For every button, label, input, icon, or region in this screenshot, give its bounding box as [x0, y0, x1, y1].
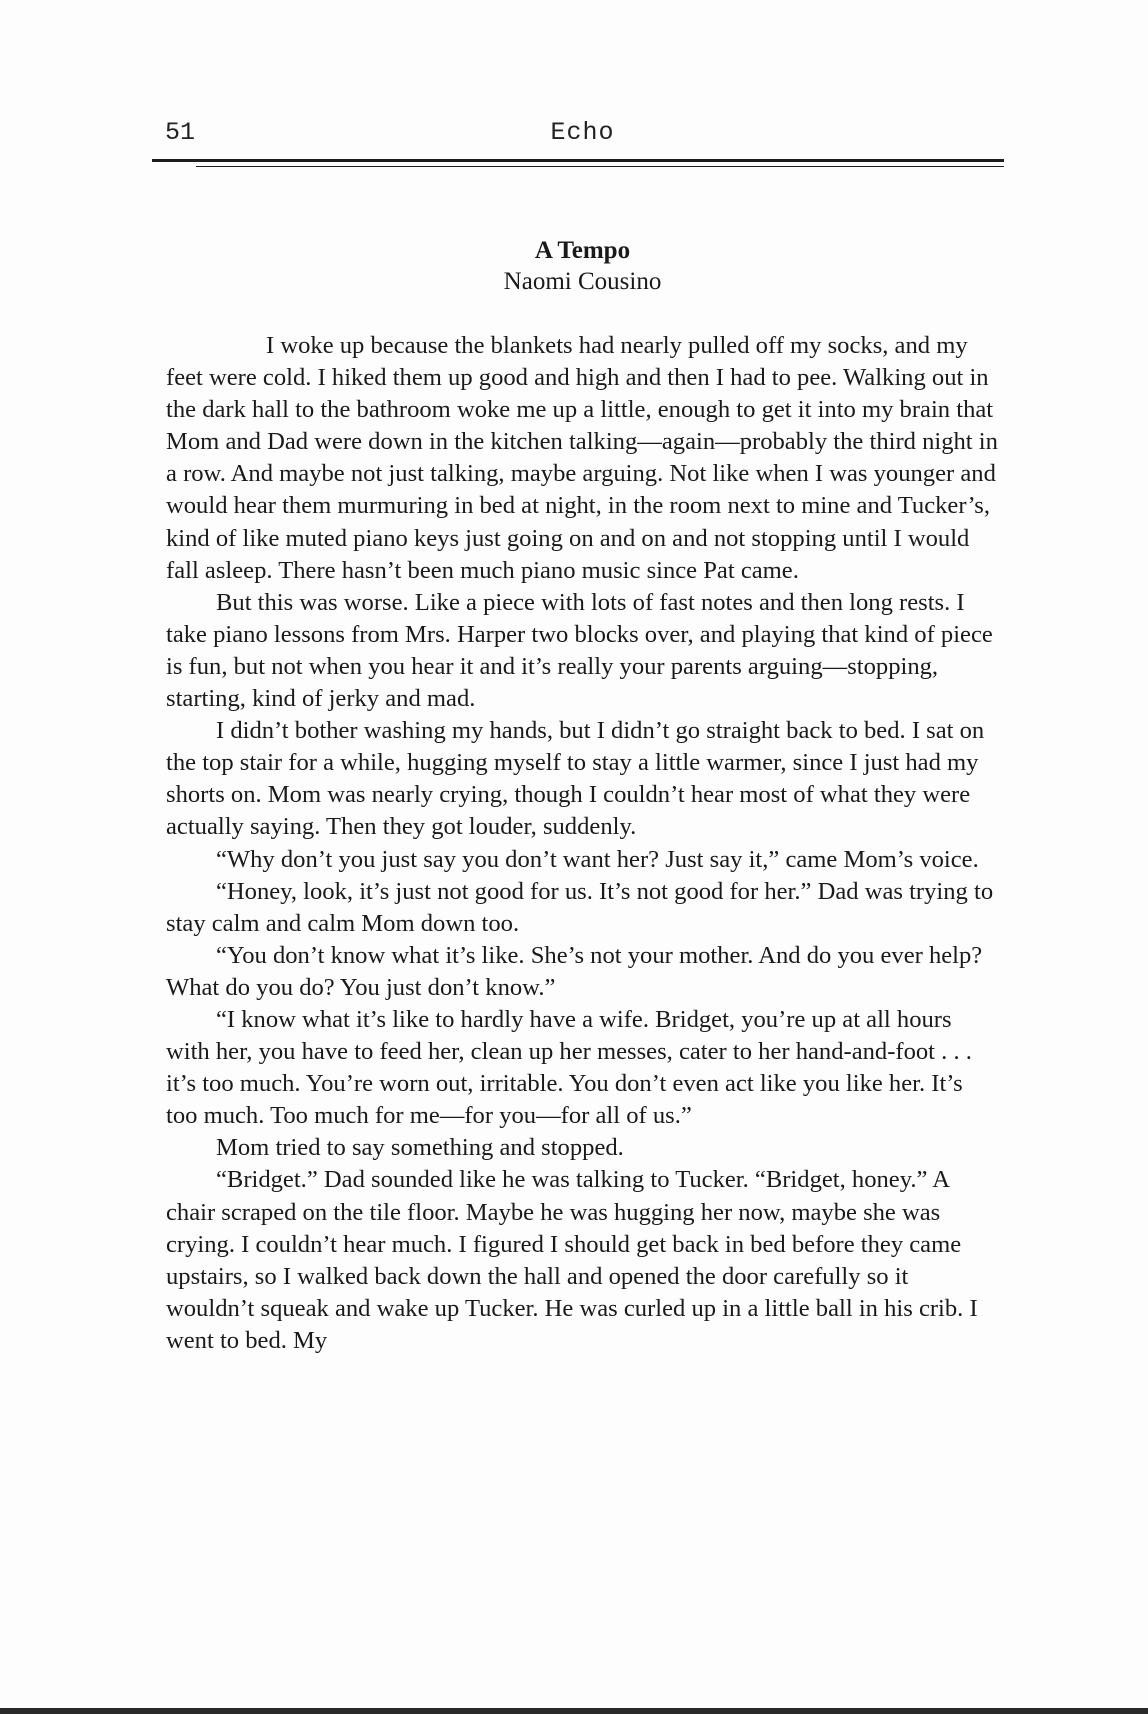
- paragraph: I didn’t bother washing my hands, but I didn’t go straight back to bed. I sat on the top stair for a while, hugging myself to stay a little warmer, since I just had my shorts on. Mom was nearly crying, though I couldn’t hear most of what they were actually saying. Then they got louder, suddenly.: [166, 717, 985, 841]
- paragraph: “You don’t know what it’s like. She’s not your mother. And do you ever help? What do you do? You just don’t know.”: [166, 941, 983, 1001]
- header-rule-thin: [196, 166, 1004, 167]
- header-rule-thick: [152, 159, 1004, 162]
- paragraph: Mom tried to say something and stopped.: [216, 1134, 624, 1162]
- story-body: [166, 330, 1000, 1357]
- paragraph: I woke up because the blankets had nearly pulled off my socks, and my feet were cold. I hiked them up good and high and then I had to pee. Walking out in the dark hall to the bathroom woke me up a little, enough to get it into my brain that Mom and Dad were down in the kitchen talking—again—probably the third night in a row. And maybe not just talking, maybe arguing. Not like when I was younger and would hear them murmuring in bed at night, in the room next to mine and Tucker’s, kind of like muted piano keys just going on and on and not stopping until I would fall asleep. There hasn’t been much piano music since Pat came.: [166, 332, 998, 584]
- paragraph: “Why don’t you just say you don’t want her? Just say it,” came Mom’s voice.: [216, 845, 979, 873]
- running-header: [165, 118, 1000, 152]
- title-block: [165, 236, 1000, 298]
- journal-name: Echo: [550, 118, 615, 147]
- page-number: 51: [165, 118, 196, 147]
- paragraph: But this was worse. Like a piece with lots of fast notes and then long rests. I take piano lessons from Mrs. Harper two blocks over, and playing that kind of piece is fun, but not when you hear it and it’s really your parents arguing—stopping, starting, kind of jerky and mad.: [166, 588, 993, 713]
- paragraph: “Honey, look, it’s just not good for us. It’s not good for her.” Dad was trying to stay calm and calm Mom down too.: [166, 877, 994, 937]
- story-title: A Tempo: [534, 237, 631, 264]
- paragraph: “Bridget.” Dad sounded like he was talking to Tucker. “Bridget, honey.” A chair scraped on the tile floor. Maybe he was hugging her now, maybe she was crying. I couldn’t hear much. I figured I should get back in bed before they came upstairs, so I walked back down the hall and opened the door carefully so it wouldn’t squeak and wake up Tucker. He was curled up in a little ball in his crib. I went to bed. My: [166, 1166, 978, 1354]
- story-author: Naomi Cousino: [503, 268, 662, 295]
- scan-bottom-edge: [0, 1708, 1148, 1714]
- paragraph: “I know what it’s like to hardly have a wife. Bridget, you’re up at all hours with her, you have to feed her, clean up her messes, cater to her hand-and-foot . . . it’s too much. You’re worn out, irritable. You don’t even act like you like her. It’s too much. Too much for me—for you—for all of us.”: [166, 1005, 972, 1130]
